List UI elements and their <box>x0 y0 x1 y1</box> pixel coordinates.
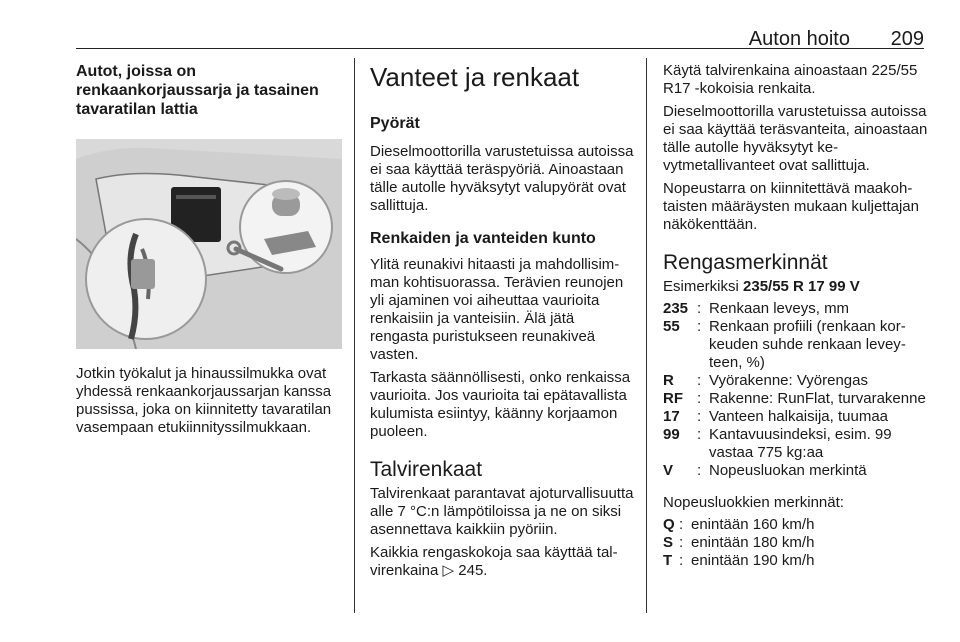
definition-row-value: Renkaan leveys, mm <box>709 300 850 317</box>
definition-row-value: Vyörakenne: Vyörengas <box>709 372 868 389</box>
definition-row <box>663 462 929 480</box>
column-divider-1 <box>354 58 355 613</box>
definition-row-key: R <box>663 372 674 389</box>
column-2 <box>370 62 636 580</box>
definition-row-key: 17 <box>663 408 680 425</box>
example-line <box>663 278 929 296</box>
section-heading: Autot, joissa on renkaankorjaussarja ja tasainen tavaratilan lattia <box>76 63 319 118</box>
example-label: Esimerkiksi <box>663 278 739 295</box>
definition-row-colon: : <box>697 318 702 335</box>
definition-row-key: RF <box>663 390 683 407</box>
definition-row-colon: : <box>697 462 702 479</box>
definition-row <box>663 426 929 462</box>
definition-row-colon: : <box>697 300 702 317</box>
trunk-illustration <box>76 139 342 349</box>
example-value: 235/55 R 17 99 V <box>743 278 860 295</box>
speed-row <box>663 552 929 570</box>
header-rule <box>76 48 924 49</box>
speed-row-value: enintään 190 km/h <box>691 552 815 569</box>
wheels-heading: Pyörät <box>370 115 420 132</box>
speed-list <box>663 516 929 570</box>
condition-text-1: Ylitä reunakivi hitaasti ja mahdollisimman kohtisuorassa. Terävien reunojen yli ajaminen voi aiheuttaa vaurioita renkaisiin ja vanteisiin. Älä jätä rengasta puristukseen reunakiveä vasten. <box>370 256 624 363</box>
definition-row-key: 55 <box>663 318 680 335</box>
tyre-text-3: Nopeustarra on kiinnitettävä maakohtaisten määräysten mukaan kuljettajan näkökenttään. <box>663 180 919 233</box>
speed-intro: Nopeusluokkien merkinnät: <box>663 494 844 511</box>
definition-row-key: V <box>663 462 674 479</box>
column-3 <box>663 62 929 570</box>
tyre-text-1: Käytä talvirenkaina ainoastaan 225/55 R17 -kokoisia renkaita. <box>663 62 918 97</box>
header-title: Auton hoito <box>748 28 850 50</box>
page-number: 209 <box>890 28 924 50</box>
winter-text-2 <box>370 544 636 580</box>
speed-row-colon: : <box>679 516 684 533</box>
definition-row-colon: : <box>697 426 702 443</box>
winter-text-2-body: Kaikkia rengaskokoja saa käyttää talvirenkaina <box>370 544 618 579</box>
speed-row-key: Q <box>663 516 675 533</box>
speed-row <box>663 534 929 552</box>
speed-row-key: S <box>663 534 674 551</box>
definition-row-colon: : <box>697 390 702 407</box>
definition-list <box>663 300 929 480</box>
definition-row-colon: : <box>697 372 702 389</box>
definition-row-value: Rakenne: RunFlat, turvarakenne <box>709 390 926 407</box>
column-1 <box>76 62 342 437</box>
chapter-title: Vanteet ja renkaat <box>370 62 580 92</box>
speed-row-key: T <box>663 552 673 569</box>
wheels-text: Dieselmoottorilla varustetuissa autoissa ei saa käyttää teräspyöriä. Ainoastaan tälle autolle hyväksytyt valupyörät ovat sallittuja. <box>370 143 634 214</box>
illustration-caption: Jotkin työkalut ja hinaussilmukka ovat yhdessä renkaankorjaussarjan kanssa pussissa, joka on kiinnitetty tavaratilan vasempaan etukiinnityssilmukkaan. <box>76 365 332 436</box>
page-ref-link[interactable]: 245. <box>458 562 488 579</box>
definition-row-value: Nopeusluokan merkintä <box>709 462 867 479</box>
trunk-illustration-svg <box>76 139 342 349</box>
winter-heading: Talvirenkaat <box>370 458 483 481</box>
definition-row <box>663 372 929 390</box>
condition-text-2: Tarkasta säännöllisesti, onko renkaissa vaurioita. Jos vaurioita tai epätavallista kulumista esiintyy, käänny korjaamon puoleen. <box>370 369 631 440</box>
speed-row-value: enintään 180 km/h <box>691 534 815 551</box>
definition-row-key: 99 <box>663 426 680 443</box>
definition-row <box>663 408 929 426</box>
definition-row-value: Renkaan profiili (renkaan korkeuden suhde renkaan leveyteen, %) <box>709 318 906 371</box>
definition-row <box>663 318 929 372</box>
definition-row-value: Kantavuusindeksi, esim. 99 vastaa 775 kg:aa <box>709 426 892 461</box>
column-divider-2 <box>646 58 647 613</box>
speed-row <box>663 516 929 534</box>
winter-text-1: Talvirenkaat parantavat ajoturvallisuutta alle 7 °C:n lämpötiloissa ja ne on siksi asennettava kaikkiin pyöriin. <box>370 485 634 538</box>
page-ref-arrow-icon: ▷ <box>442 562 455 579</box>
tyre-text-2: Dieselmoottorilla varustetuissa autoissa ei saa käyttää teräsvanteita, ainoastaan tälle autolle hyväksytyt kevytmetallivanteet ovat sallittuja. <box>663 103 928 174</box>
definition-row-colon: : <box>697 408 702 425</box>
speed-row-colon: : <box>679 552 684 569</box>
definition-row <box>663 300 929 318</box>
marking-heading: Rengasmerkinnät <box>663 251 828 274</box>
speed-row-colon: : <box>679 534 684 551</box>
definition-row-value: Vanteen halkaisija, tuumaa <box>709 408 889 425</box>
definition-row <box>663 390 929 408</box>
speed-row-value: enintään 160 km/h <box>691 516 815 533</box>
condition-heading: Renkaiden ja vanteiden kunto <box>370 230 596 247</box>
definition-row-key: 235 <box>663 300 689 317</box>
